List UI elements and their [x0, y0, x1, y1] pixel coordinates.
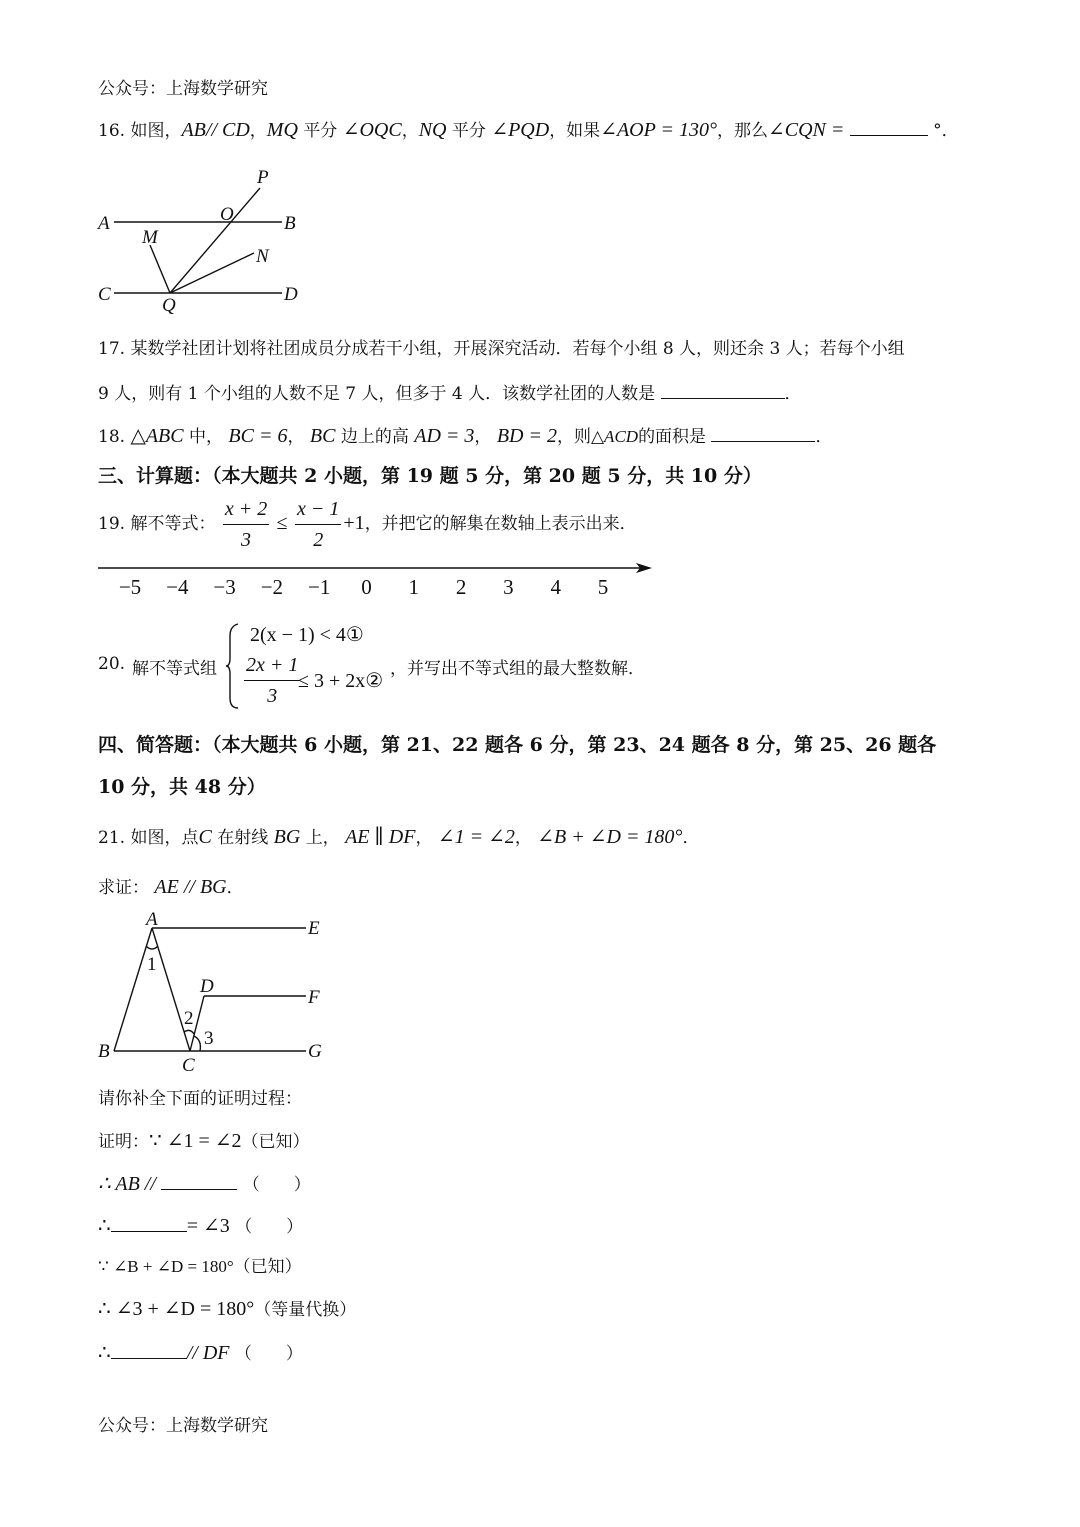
answer-blank[interactable]: [161, 1171, 237, 1190]
question-20: [98, 620, 798, 712]
q19-fraction-right: [295, 496, 341, 553]
q19-text: 解不等式：: [130, 514, 216, 534]
question-18: [98, 423, 832, 449]
proof-reason-blank[interactable]: （ ）: [234, 1344, 303, 1364]
q21-text: ，: [514, 828, 532, 848]
q18-text: 边上的高: [340, 427, 409, 447]
ray-qm: [150, 245, 170, 293]
q20-text: 解不等式组: [132, 659, 217, 679]
q21-text: 在射线: [217, 828, 269, 848]
watermark-top: 公众号：上海数学研究: [98, 79, 268, 99]
number-line: [94, 556, 664, 606]
label-angle-1: 1: [147, 954, 157, 975]
q21-math: ∠1 = ∠2: [437, 826, 515, 848]
label-b: B: [98, 1041, 110, 1062]
proof-reason: （已知）: [233, 1257, 302, 1277]
q16-text: ，: [401, 121, 419, 141]
label-a: A: [146, 909, 158, 930]
label-e: E: [308, 918, 320, 939]
number-line-tick-label: 1: [408, 575, 420, 599]
q18-text: ，: [287, 427, 305, 447]
label-m: M: [142, 227, 158, 248]
q16-math: ∠PQD: [491, 119, 550, 141]
q16-text: 平分: [303, 121, 338, 141]
label-a: A: [98, 213, 110, 234]
q16-math: AB// CD: [181, 119, 250, 141]
fraction-denominator: 2: [313, 529, 324, 551]
fraction-denominator: 3: [241, 529, 252, 551]
ray-qp: [170, 188, 260, 293]
q16-text: ，如果: [549, 121, 601, 141]
watermark-bottom: 公众号：上海数学研究: [98, 1416, 268, 1436]
section-4-heading-line2: 10 分，共 48 分）: [98, 776, 266, 798]
proof-reason: （已知）: [241, 1132, 310, 1152]
q20-number: 20.: [98, 654, 126, 674]
q18-math: BC = 6: [228, 425, 288, 447]
q19-text: ，并把它的解集在数轴上表示出来．: [364, 514, 637, 534]
label-o: O: [220, 204, 234, 225]
label-d: D: [284, 284, 298, 305]
q21-math: BG: [273, 826, 301, 848]
q20-inequality-1: 2(x − 1) < 4①: [250, 624, 364, 646]
angle-1-arc: [146, 946, 158, 949]
number-line-tick-label: 2: [455, 575, 467, 599]
label-q: Q: [162, 295, 176, 315]
q16-tail: °．: [933, 121, 959, 141]
label-angle-3: 3: [204, 1028, 214, 1049]
q20-text: ，并写出不等式组的最大整数解．: [390, 659, 645, 679]
proof-reason-blank[interactable]: （ ）: [235, 1217, 304, 1237]
answer-blank[interactable]: [111, 1340, 187, 1359]
angle-3-arc: [194, 1036, 200, 1051]
q16-text: ，那么: [716, 121, 768, 141]
label-angle-2: 2: [184, 1008, 194, 1029]
number-line-tick-label: −2: [260, 575, 284, 599]
proof-math: ∵ ∠1 = ∠2: [149, 1130, 242, 1152]
question-17-line1: 17. 某数学社团计划将社团成员分成若干小组，开展深究活动．若每个小组 8 人，则还余 3 人；若每个小组: [98, 339, 905, 359]
q17-tail: ．: [784, 384, 802, 404]
ray-qn: [170, 253, 254, 293]
label-f: F: [308, 987, 320, 1008]
proof-therefore: ∴: [98, 1215, 111, 1237]
q18-text: 中，: [189, 427, 224, 447]
q20-fraction: [244, 652, 300, 709]
answer-blank[interactable]: [711, 423, 815, 442]
fraction-numerator: x − 1: [295, 496, 341, 525]
label-p: P: [257, 167, 269, 188]
fraction-denominator: 3: [267, 685, 278, 707]
label-c: C: [98, 284, 111, 305]
label-c: C: [182, 1055, 195, 1076]
q21-text: 上，: [305, 828, 340, 848]
label-n: N: [256, 246, 269, 267]
proof-math: ∵ ∠B + ∠D = 180°: [98, 1257, 234, 1276]
proof-step-2: [98, 1171, 311, 1197]
q18-number: 18.: [98, 427, 126, 447]
q18-text: ，: [474, 427, 492, 447]
proof-step-3: [98, 1213, 303, 1239]
q18-text: 的面积是: [638, 427, 707, 447]
q17-text: 9 人，则有 1 个小组的人数不足 7 人，但多于 4 人．该数学社团的人数是: [98, 384, 656, 404]
q21-number: 21.: [98, 828, 126, 848]
q21-prove-label: 求证：: [98, 878, 149, 898]
q18-math: △ACD: [590, 427, 639, 446]
number-line-tick-label: −1: [308, 575, 331, 599]
label-g: G: [308, 1041, 322, 1062]
q19-number: 19.: [98, 514, 126, 534]
brace-icon: [226, 622, 242, 710]
angle-2-arc: [184, 1030, 194, 1034]
q21-text: 如图，点: [130, 828, 199, 848]
q21-figure: [92, 906, 342, 1081]
q16-text: ，: [249, 121, 267, 141]
proof-math: // DF: [186, 1342, 230, 1364]
q21-text: ，: [415, 828, 433, 848]
q21-prove-tail: ．: [226, 878, 244, 898]
question-21: [98, 825, 699, 850]
question-17-line2: [98, 380, 802, 406]
q21-tail: ．: [682, 828, 700, 848]
q16-math: ∠AOP = 130°: [600, 119, 717, 141]
q19-le-sign: ≤: [276, 512, 288, 534]
proof-reason: （等量代换）: [254, 1300, 357, 1320]
q21-prove-math: AE // BG: [154, 876, 227, 898]
q21-math: AE ∥ DF: [345, 826, 416, 848]
proof-math: = ∠3: [186, 1215, 230, 1237]
q16-text: 如图，: [130, 121, 182, 141]
proof-therefore: ∴: [98, 1342, 111, 1364]
q19-fraction-left: [223, 496, 269, 553]
proof-step-5: [98, 1297, 356, 1322]
q18-text: ，则: [556, 427, 591, 447]
q18-math: BC: [309, 425, 336, 447]
number-line-tick-label: −5: [118, 575, 142, 599]
answer-blank[interactable]: [111, 1213, 187, 1232]
number-line-tick-label: 0: [361, 575, 372, 599]
number-line-tick-label: −3: [213, 575, 236, 599]
number-line-tick-label: −4: [166, 575, 189, 599]
q20-inequality-2: ≤ 3 + 2x②: [298, 670, 384, 692]
label-d: D: [200, 976, 214, 997]
question-19: [98, 496, 637, 553]
number-line-tick-label: 5: [597, 575, 609, 599]
answer-blank[interactable]: [661, 380, 785, 399]
q16-figure: [92, 165, 312, 315]
q21-instruction: 请你补全下面的证明过程：: [98, 1089, 302, 1109]
proof-reason-blank[interactable]: （ ）: [242, 1175, 311, 1195]
proof-step-4: [98, 1255, 302, 1279]
q21-math: C: [198, 826, 212, 848]
q18-math: △ABC: [130, 425, 184, 447]
answer-blank[interactable]: [850, 117, 928, 136]
label-b: B: [284, 213, 296, 234]
fraction-numerator: x + 2: [223, 496, 269, 525]
proof-step-1: [98, 1129, 310, 1154]
proof-math: ∴ AB //: [98, 1173, 156, 1195]
q19-plus-one: +1: [343, 512, 365, 534]
q18-math: BD = 2: [496, 425, 557, 447]
q16-math: ∠OQC: [342, 119, 402, 141]
number-line-tick-label: 3: [503, 575, 514, 599]
section-3-heading: 三、计算题：（本大题共 2 小题，第 19 题 5 分，第 20 题 5 分，共 10 分）: [98, 465, 762, 487]
fraction-numerator: 2x + 1: [244, 652, 300, 681]
q16-number: 16.: [98, 121, 126, 141]
q18-tail: ．: [815, 427, 833, 447]
q21-math: ∠B + ∠D = 180°: [537, 826, 683, 848]
q21-prove: [98, 875, 244, 900]
question-16: [98, 117, 959, 143]
proof-label: 证明：: [98, 1132, 149, 1152]
section-4-heading-line1: 四、简答题：（本大题共 6 小题，第 21、22 题各 6 分，第 23、24 题各 8 分，第 25、26 题各: [98, 734, 937, 756]
q18-math: AD = 3: [414, 425, 475, 447]
q16-math: NQ: [418, 119, 447, 141]
q16-text: 平分: [451, 121, 486, 141]
q16-math: ∠CQN =: [767, 119, 845, 141]
number-line-tick-label: 4: [550, 575, 561, 599]
q16-math: MQ: [266, 119, 298, 141]
proof-step-6: [98, 1340, 303, 1366]
proof-math: ∴ ∠3 + ∠D = 180°: [98, 1298, 255, 1320]
